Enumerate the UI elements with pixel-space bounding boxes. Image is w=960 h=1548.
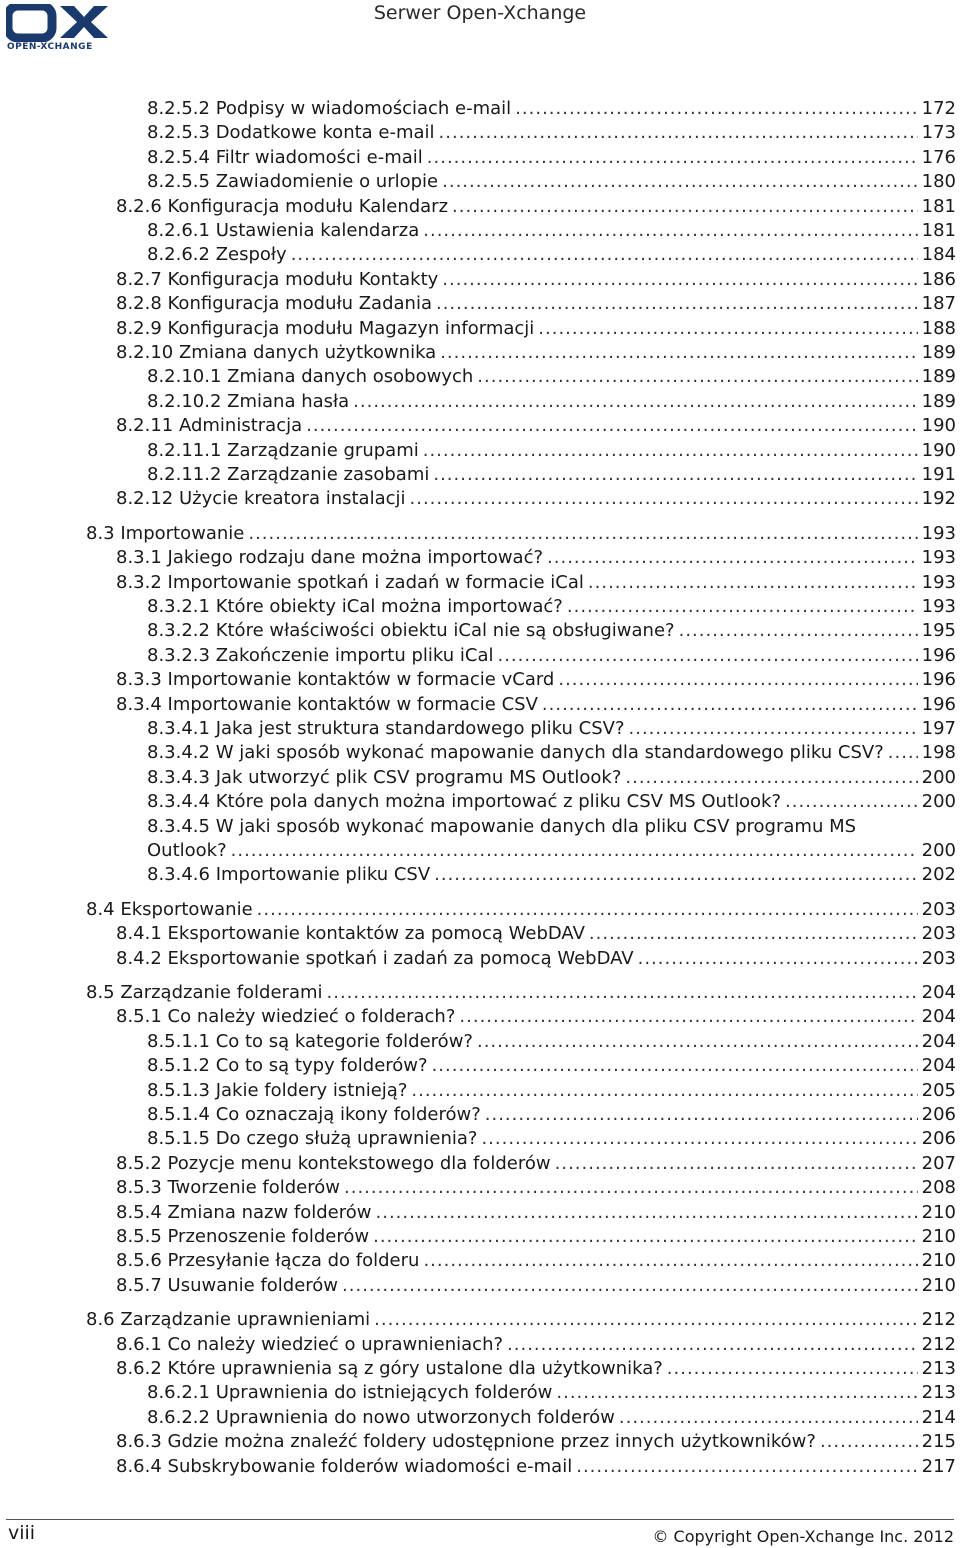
- toc-entry-title: 8.3.4.4 Które pola danych można importować z pliku CSV MS Outlook?: [147, 791, 782, 813]
- toc-page-number: 215: [921, 1431, 956, 1453]
- toc-page-number: 205: [921, 1079, 956, 1101]
- toc-page-number: 193: [921, 596, 956, 617]
- toc-dot-leader: [588, 572, 918, 594]
- toc-page-number: 213: [921, 1358, 956, 1379]
- toc-entry-title: 8.2.5.4 Filtr wiadomości e-mail: [147, 146, 423, 168]
- toc-entry-title: 8.2.10.1 Zmiana danych osobowych: [147, 366, 474, 388]
- toc-dot-leader: [619, 1407, 918, 1429]
- toc-page-number: 181: [921, 220, 956, 241]
- toc-entry[interactable]: [147, 840, 956, 862]
- toc-page-number: 203: [921, 923, 956, 945]
- toc-entry[interactable]: [147, 1128, 956, 1150]
- footer-divider: [6, 1519, 954, 1520]
- toc-page-number: 206: [921, 1128, 956, 1150]
- toc-entry-title: 8.3 Importowanie: [86, 522, 245, 544]
- toc-dot-leader: [459, 1006, 917, 1028]
- toc-entry[interactable]: [147, 1055, 956, 1077]
- toc-dot-leader: [667, 1358, 918, 1380]
- toc-entry-title: 8.6.4 Subskrybowanie folderów wiadomości e-mail: [116, 1455, 573, 1477]
- toc-entry-title: 8.2.8 Konfiguracja modułu Zadania: [116, 293, 432, 315]
- toc-page-number: 203: [921, 947, 956, 969]
- toc-entry[interactable]: [86, 899, 956, 921]
- toc-entry[interactable]: [147, 1104, 956, 1126]
- toc-entry[interactable]: [147, 366, 956, 388]
- toc-entry[interactable]: [116, 415, 956, 437]
- toc-entry-title: 8.5.4 Zmiana nazw folderów: [116, 1201, 372, 1223]
- toc-page-number: 180: [921, 171, 956, 193]
- toc-entry[interactable]: [116, 948, 956, 970]
- toc-page-number: 208: [921, 1177, 956, 1199]
- toc-page-number: 172: [921, 98, 956, 119]
- toc-entry[interactable]: [116, 293, 956, 315]
- toc-page-number: 189: [921, 366, 956, 388]
- toc-page-number: 184: [921, 244, 956, 266]
- toc-entry[interactable]: [116, 1431, 956, 1453]
- toc-entry[interactable]: [147, 645, 956, 667]
- toc-entry-title: 8.6 Zarządzanie uprawnieniami: [86, 1309, 371, 1331]
- toc-page-number: 202: [921, 864, 956, 886]
- toc-entry[interactable]: [116, 669, 956, 691]
- toc-entry-title: 8.5.1.2 Co to są typy folderów?: [147, 1055, 428, 1077]
- toc-entry[interactable]: [116, 342, 956, 364]
- toc-page-number: 200: [921, 766, 956, 788]
- toc-page-number: 214: [921, 1406, 956, 1428]
- toc-dot-leader: [291, 244, 918, 266]
- toc-dot-leader: [374, 1309, 917, 1331]
- toc-dot-leader: [567, 596, 918, 618]
- logo-wordmark: OPEN-XCHANGE: [7, 42, 93, 52]
- toc-dot-leader: [625, 767, 917, 789]
- toc-dot-leader: [629, 718, 918, 740]
- toc-page-number: 206: [921, 1104, 956, 1125]
- toc-page-number: 191: [921, 464, 956, 485]
- toc-page-number: 204: [921, 1030, 956, 1052]
- toc-entry[interactable]: [116, 923, 956, 945]
- toc-entry[interactable]: [147, 1407, 956, 1429]
- toc-dot-leader: [257, 899, 918, 921]
- toc-page-number: 196: [921, 669, 956, 691]
- toc-dot-leader: [442, 269, 917, 291]
- toc-entry-title: 8.5.1 Co należy wiedzieć o folderach?: [116, 1006, 456, 1028]
- footer-copyright: © Copyright Open-Xchange Inc. 2012: [652, 1527, 954, 1546]
- toc-page-number: 200: [921, 840, 956, 861]
- toc-dot-leader: [433, 464, 917, 486]
- toc-entry-title: 8.5.5 Przenoszenie folderów: [116, 1226, 370, 1247]
- toc-entry-title: 8.5.1.5 Do czego służą uprawnienia?: [147, 1128, 478, 1150]
- toc-dot-leader: [410, 488, 918, 510]
- footer-page-number: viii: [8, 1522, 36, 1544]
- toc-dot-leader: [436, 293, 918, 315]
- toc-dot-leader: [440, 342, 917, 364]
- toc-entry[interactable]: [147, 220, 956, 242]
- toc-dot-leader: [820, 1431, 918, 1453]
- toc-dot-leader: [427, 147, 918, 169]
- toc-dot-leader: [538, 318, 917, 340]
- toc-entry[interactable]: [147, 122, 956, 144]
- toc-dot-leader: [481, 1128, 917, 1150]
- toc-page-number: 210: [921, 1201, 956, 1223]
- toc-page-number: 197: [921, 718, 956, 739]
- toc-dot-leader: [411, 1080, 917, 1102]
- toc-dot-leader: [248, 523, 917, 545]
- toc-dot-leader: [423, 1250, 917, 1272]
- toc-entry[interactable]: [147, 864, 956, 886]
- toc-entry[interactable]: [147, 1031, 956, 1053]
- toc-dot-leader: [507, 1334, 918, 1356]
- toc-page-number: 198: [921, 742, 956, 764]
- toc-entry-title: 8.3.4.1 Jaka jest struktura standardowego pliku CSV?: [147, 718, 625, 739]
- toc-page-number: 193: [921, 522, 956, 544]
- toc-page-number: 187: [921, 293, 956, 315]
- toc-dot-leader: [353, 391, 917, 413]
- toc-page-number: 192: [921, 488, 956, 510]
- toc-dot-leader: [452, 196, 918, 218]
- toc-entry-title: 8.3.2 Importowanie spotkań i zadań w formacie iCal: [116, 571, 584, 593]
- toc-dot-leader: [558, 669, 917, 691]
- toc-entry[interactable]: [116, 318, 956, 340]
- toc-entry[interactable]: [116, 269, 956, 291]
- toc-entry[interactable]: [147, 742, 956, 764]
- toc-entry-title: 8.2.10 Zmiana danych użytkownika: [116, 342, 437, 363]
- toc-page-number: 210: [921, 1250, 956, 1272]
- toc-dot-leader: [306, 415, 918, 437]
- toc-entry-title: 8.5.1.4 Co oznaczają ikony folderów?: [147, 1104, 481, 1125]
- toc-entry[interactable]: [86, 1309, 956, 1331]
- toc-dot-leader: [342, 1275, 918, 1297]
- toc-entry-title: 8.2.5.5 Zawiadomienie o urlopie: [147, 171, 439, 193]
- toc-dot-leader: [888, 742, 918, 764]
- toc-entry-title: 8.5.3 Tworzenie folderów: [116, 1177, 340, 1199]
- toc-entry[interactable]: [147, 620, 956, 642]
- toc-entry-title: 8.4.2 Eksportowanie spotkań i zadań za pomocą WebDAV: [116, 947, 634, 969]
- toc-page-number: 203: [921, 898, 956, 920]
- toc-dot-leader: [477, 366, 917, 388]
- toc-entry[interactable]: [147, 391, 956, 413]
- toc-entry[interactable]: [116, 1250, 956, 1272]
- toc-dot-leader: [373, 1226, 918, 1248]
- toc-page-number: 196: [921, 644, 956, 666]
- toc-entry-title: 8.3.4 Importowanie kontaktów w formacie CSV: [116, 693, 538, 715]
- toc-entry-title: 8.3.2.1 Które obiekty iCal można importować?: [147, 596, 563, 617]
- toc-page-number: 212: [921, 1333, 956, 1355]
- toc-entry[interactable]: [116, 1334, 956, 1356]
- toc-entry[interactable]: [116, 694, 956, 716]
- toc-dot-leader: [785, 791, 918, 813]
- toc-entry[interactable]: [147, 147, 956, 169]
- toc-dot-leader: [547, 547, 918, 569]
- toc-entry-title-continuation: Outlook?: [147, 840, 227, 861]
- toc-page-number: 204: [921, 982, 956, 1003]
- toc-dot-leader: [376, 1202, 918, 1224]
- toc-entry[interactable]: [147, 718, 956, 740]
- toc-entry-title: 8.5.2 Pozycje menu kontekstowego dla folderów: [116, 1152, 551, 1174]
- toc-entry[interactable]: [116, 1358, 956, 1380]
- toc-page-number: 200: [921, 791, 956, 813]
- toc-entry[interactable]: [147, 791, 956, 813]
- toc-dot-leader: [432, 1055, 918, 1077]
- toc-entry[interactable]: [147, 596, 956, 618]
- toc-entry[interactable]: [147, 1080, 956, 1102]
- toc-dot-leader: [555, 1153, 918, 1175]
- toc-entry-title: 8.5 Zarządzanie folderami: [86, 982, 323, 1003]
- toc-dot-leader: [434, 864, 918, 886]
- toc-page-number: 212: [921, 1309, 956, 1331]
- toc-page-number: 173: [921, 122, 956, 144]
- toc-entry[interactable]: [116, 1456, 956, 1478]
- toc-entry[interactable]: [116, 1275, 956, 1297]
- toc-entry-title: 8.2.6.1 Ustawienia kalendarza: [147, 220, 420, 241]
- toc-page-number: 196: [921, 693, 956, 715]
- toc-entry-title: 8.2.10.2 Zmiana hasła: [147, 390, 350, 412]
- toc-page-number: 188: [921, 317, 956, 339]
- toc-page-number: 204: [921, 1006, 956, 1028]
- toc-entry-title: 8.2.11 Administracja: [116, 415, 303, 437]
- toc-page-number: 207: [921, 1152, 956, 1174]
- toc-entry[interactable]: [116, 547, 956, 569]
- toc-page-number: 204: [921, 1055, 956, 1077]
- toc-entry-title: 8.3.2.2 Które właściwości obiektu iCal nie są obsługiwane?: [147, 620, 675, 642]
- toc-entry-title: 8.2.7 Konfiguracja modułu Kontakty: [116, 268, 439, 290]
- toc-page-number: 181: [921, 195, 956, 217]
- toc-page-number: 189: [921, 342, 956, 363]
- toc-page-number: 190: [921, 415, 956, 437]
- toc-entry[interactable]: [116, 1006, 956, 1028]
- toc-entry[interactable]: [116, 488, 956, 510]
- toc-dot-leader: [576, 1456, 917, 1478]
- toc-entry-title: 8.2.9 Konfiguracja modułu Magazyn informacji: [116, 317, 535, 339]
- toc-entry-title: 8.6.3 Gdzie można znaleźć foldery udostępnione przez innych użytkowników?: [116, 1431, 816, 1453]
- toc-entry-title: 8.3.4.2 W jaki sposób wykonać mapowanie danych dla standardowego pliku CSV?: [147, 742, 884, 764]
- toc-entry[interactable]: [147, 1382, 956, 1404]
- toc-entry-title: 8.5.1.1 Co to są kategorie folderów?: [147, 1030, 473, 1052]
- toc-entry-title: 8.3.4.6 Importowanie pliku CSV: [147, 864, 431, 886]
- toc-entry[interactable]: [116, 1177, 956, 1199]
- toc-page-number: 193: [921, 571, 956, 593]
- toc-entry-title: 8.5.1.3 Jakie foldery istnieją?: [147, 1079, 408, 1101]
- toc-entry-title: 8.2.6.2 Zespoły: [147, 244, 287, 266]
- toc-entry[interactable]: [147, 767, 956, 789]
- toc-page-number: 210: [921, 1274, 956, 1296]
- toc-entry[interactable]: [147, 171, 956, 193]
- toc-entry-title: 8.4 Eksportowanie: [86, 898, 253, 920]
- toc-entry-title: 8.5.7 Usuwanie folderów: [116, 1274, 339, 1296]
- toc-entry-title: 8.3.4.3 Jak utworzyć plik CSV programu MS Outlook?: [147, 766, 622, 788]
- toc-dot-leader: [497, 645, 917, 667]
- toc-entry-title: 8.2.11.1 Zarządzanie grupami: [147, 439, 419, 461]
- toc-entry[interactable]: [147, 244, 956, 266]
- toc-dot-leader: [589, 923, 918, 945]
- toc-dot-leader: [638, 948, 918, 970]
- toc-entry-title: 8.3.1 Jakiego rodzaju dane można importować?: [116, 547, 544, 569]
- toc-dot-leader: [423, 440, 918, 462]
- toc-entry-title[interactable]: 8.3.4.5 W jaki sposób wykonać mapowanie danych dla pliku CSV programu MS: [147, 815, 857, 837]
- toc-entry[interactable]: [147, 464, 956, 486]
- toc-page-number: 195: [921, 620, 956, 642]
- toc-entry[interactable]: [116, 1153, 956, 1175]
- toc-page-number: 189: [921, 390, 956, 412]
- toc-dot-leader: [439, 122, 918, 144]
- toc-entry-title: 8.6.2.1 Uprawnienia do istniejących folderów: [147, 1382, 553, 1404]
- toc-dot-leader: [327, 982, 918, 1004]
- toc-entry-title: 8.2.5.2 Podpisy w wiadomościach e-mail: [147, 98, 512, 119]
- toc-entry-title: 8.4.1 Eksportowanie kontaktów za pomocą WebDAV: [116, 923, 585, 945]
- toc-dot-leader: [423, 220, 917, 242]
- toc-dot-leader: [442, 171, 918, 193]
- page-header-title: Serwer Open-Xchange: [373, 2, 587, 24]
- toc-dot-leader: [344, 1177, 918, 1199]
- toc-entry-title: 8.6.2 Które uprawnienia są z góry ustalone dla użytkownika?: [116, 1358, 663, 1379]
- toc-entry[interactable]: [116, 196, 956, 218]
- toc-entry[interactable]: [116, 572, 956, 594]
- toc-entry-title: 8.2.12 Użycie kreatora instalacji: [116, 488, 406, 510]
- toc-entry-title: 8.2.5.3 Dodatkowe konta e-mail: [147, 122, 435, 144]
- toc-dot-leader: [542, 694, 918, 716]
- toc-page-number: 176: [921, 146, 956, 168]
- toc-entry-title: 8.3.3 Importowanie kontaktów w formacie vCard: [116, 669, 555, 691]
- toc-entry-title: 8.6.1 Co należy wiedzieć o uprawnieniach?: [116, 1333, 504, 1355]
- toc-entry[interactable]: [116, 1226, 956, 1248]
- toc-dot-leader: [679, 620, 918, 642]
- toc-dot-leader: [485, 1104, 918, 1126]
- toc-page-number: 210: [921, 1226, 956, 1247]
- toc-page-number: 217: [921, 1455, 956, 1477]
- toc-entry[interactable]: [86, 523, 956, 545]
- toc-entry-title: 8.2.6 Konfiguracja modułu Kalendarz: [116, 195, 449, 217]
- toc-dot-leader: [515, 98, 917, 120]
- toc-entry[interactable]: [116, 1202, 956, 1224]
- toc-entry-title: 8.3.2.3 Zakończenie importu pliku iCal: [147, 644, 494, 666]
- toc-dot-leader: [556, 1382, 917, 1404]
- toc-entry-title: 8.2.11.2 Zarządzanie zasobami: [147, 464, 430, 485]
- toc-page-number: 186: [921, 268, 956, 290]
- toc-dot-leader: [231, 840, 918, 862]
- toc-entry[interactable]: [86, 982, 956, 1004]
- toc-entry-title: 8.5.6 Przesyłanie łącza do folderu: [116, 1250, 420, 1272]
- toc-page-number: 193: [921, 547, 956, 569]
- toc-page-number: 190: [921, 439, 956, 461]
- toc-page-number: 213: [921, 1382, 956, 1404]
- toc-entry[interactable]: [147, 440, 956, 462]
- toc-entry-title: 8.6.2.2 Uprawnienia do nowo utworzonych folderów: [147, 1406, 615, 1428]
- toc-entry[interactable]: [147, 98, 956, 120]
- toc-dot-leader: [477, 1031, 918, 1053]
